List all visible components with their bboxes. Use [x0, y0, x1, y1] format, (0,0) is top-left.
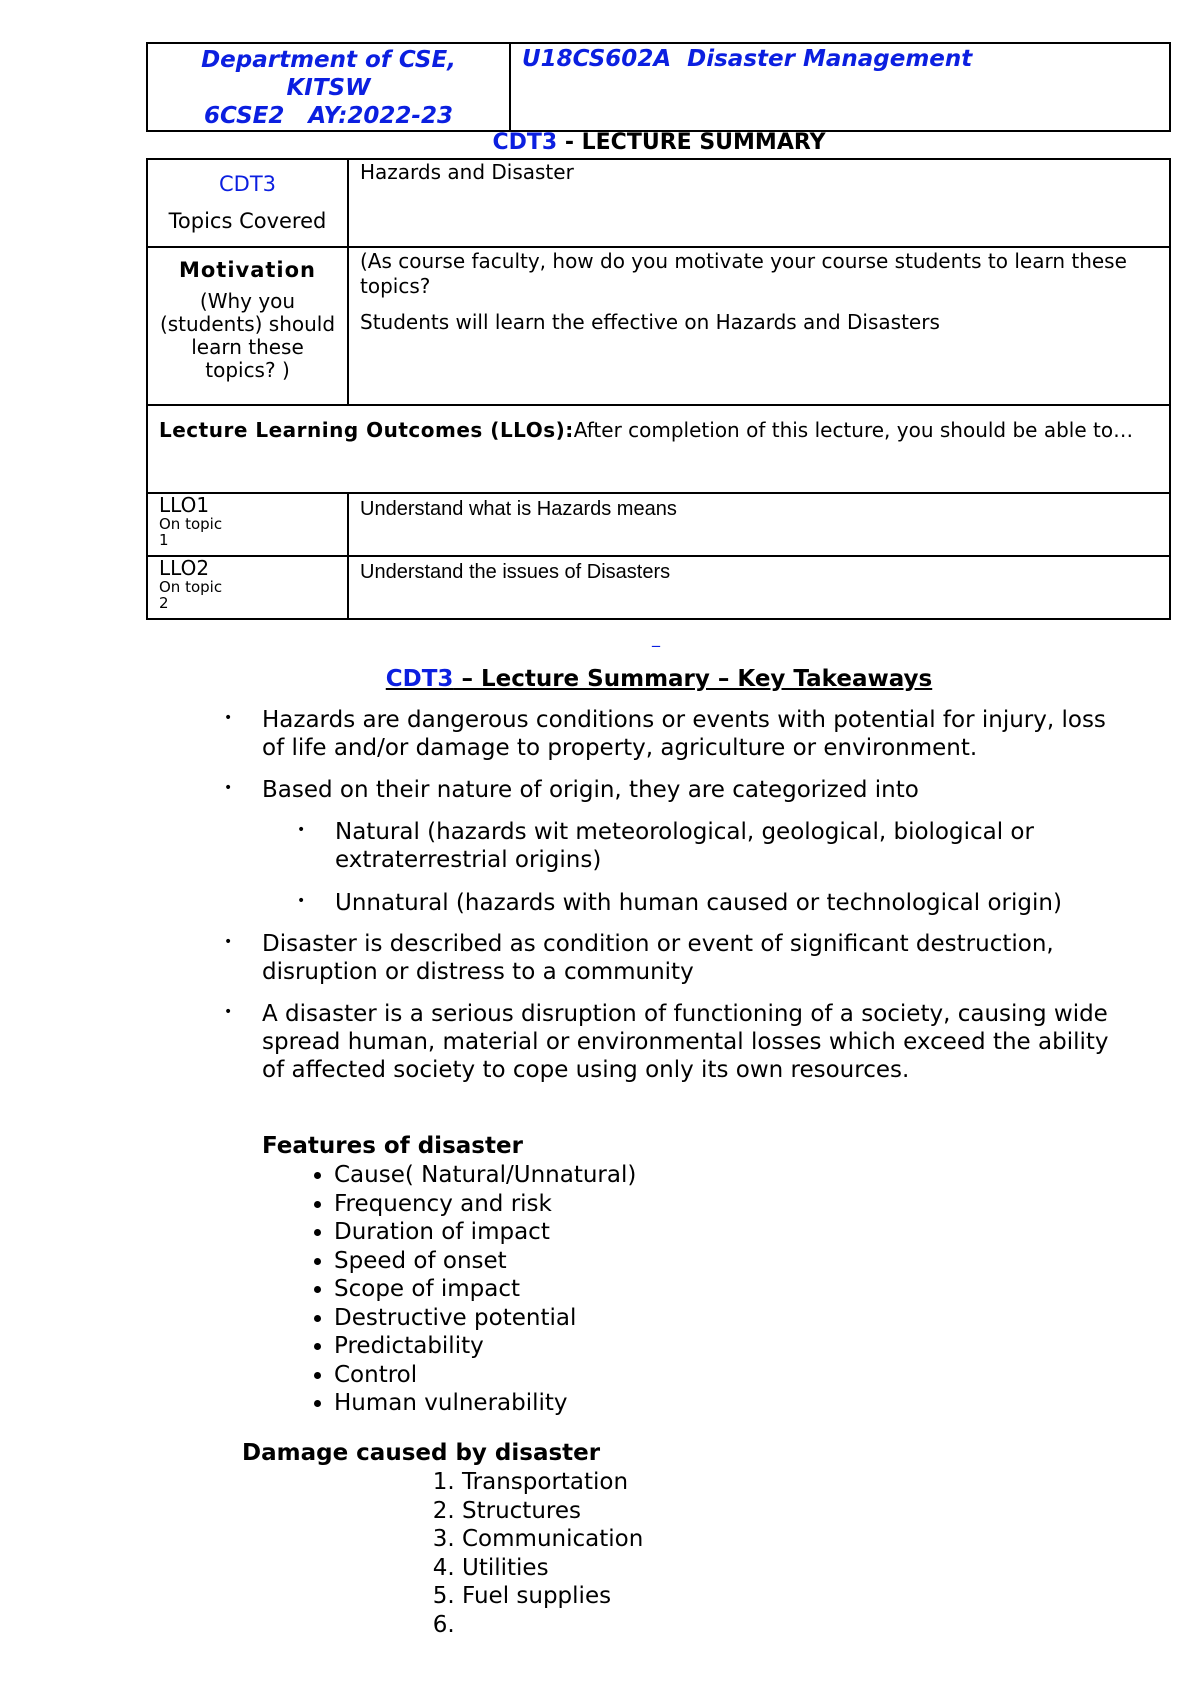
underscore-marker: _ [652, 628, 660, 647]
list-item: • Duration of impact [334, 1218, 636, 1247]
llo-intro-cell [147, 405, 1170, 493]
lecture-summary-title [0, 130, 1200, 155]
course-cell [510, 43, 1170, 131]
list-item: • Predictability [334, 1332, 636, 1361]
summary-code: CDT3 [492, 130, 558, 155]
motivation-heading: Motivation [178, 258, 317, 282]
takeaway-4: A disaster is a serious disruption of functioning of a society, causing wide spread human, material or environmental losses which exceed the ability of affected society to cope using only its own resources. [262, 1001, 1109, 1083]
llo1-id-cell [147, 493, 348, 556]
topics-label-cell [147, 159, 348, 247]
llo2-id: LLO2 [159, 556, 210, 580]
takeaway-1: Hazards are dangerous conditions or events with potential for injury, loss of life and/or damage to property, agriculture or environment. [262, 707, 1106, 761]
motivation-label-cell [147, 247, 348, 405]
course-title: U18CS602A Disaster Management [522, 46, 973, 72]
llo2-topic: On topic 2 [159, 578, 223, 612]
topics-label: Topics Covered [168, 209, 327, 233]
topics-code: CDT3 [218, 172, 277, 196]
takeaways-title-text: – Lecture Summary – Key Takeaways [453, 666, 933, 692]
list-item: 2. Structures [462, 1497, 643, 1526]
list-item: 1. Transportation [462, 1468, 643, 1497]
llo2-text: Understand the issues of Disasters [360, 561, 671, 583]
llo1-topic: On topic 1 [159, 515, 223, 549]
llo1-id: LLO1 [159, 493, 210, 517]
llo-intro: After completion of this lecture, you should be able to… [573, 418, 1134, 442]
features-heading: Features of disaster [262, 1133, 523, 1159]
list-item: 3. Communication [462, 1525, 643, 1554]
bullet-dot-icon: • [297, 893, 306, 909]
damage-list [420, 1468, 643, 1639]
list-item: • Speed of onset [334, 1247, 636, 1276]
department-line2: KITSW [286, 75, 371, 101]
takeaway-2: Based on their nature of origin, they are categorized into [262, 777, 919, 803]
motivation-answer: Students will learn the effective on Hazards and Disasters [360, 310, 940, 334]
department-line1: Department of CSE, [201, 47, 456, 73]
llo1-text: Understand what is Hazards means [360, 498, 677, 520]
lecture-table [146, 158, 1171, 620]
takeaway-sub-2: Unnatural (hazards with human caused or technological origin) [335, 890, 1062, 916]
takeaway-sub-1: Natural (hazards wit meteorological, geological, biological or extraterrestrial origins) [335, 819, 1034, 873]
list-item: 4. Utilities [462, 1554, 643, 1583]
motivation-prompt: (As course faculty, how do you motivate your course students to learn these topics? [360, 249, 1127, 298]
list-item: 5. Fuel supplies [462, 1582, 643, 1611]
features-list [292, 1161, 636, 1418]
bullet-dot-icon: • [224, 934, 233, 950]
takeaways-code: CDT3 [385, 666, 454, 692]
topics-value: Hazards and Disaster [360, 160, 574, 184]
llo2-text-cell [348, 556, 1170, 619]
damage-heading: Damage caused by disaster [242, 1440, 601, 1466]
key-takeaways-title [0, 666, 1200, 692]
bullet-dot-icon: • [224, 1004, 233, 1020]
bullet-dot-icon: • [224, 710, 233, 726]
header-table [146, 42, 1171, 132]
bullet-dot-icon: • [224, 780, 233, 796]
list-item: • Frequency and risk [334, 1190, 636, 1219]
list-item: • Control [334, 1361, 636, 1390]
list-item [462, 1611, 643, 1640]
list-item: • Human vulnerability [334, 1389, 636, 1418]
list-item: • Destructive potential [334, 1304, 636, 1333]
summary-title-text: - LECTURE SUMMARY [557, 130, 826, 155]
bullet-dot-icon: • [297, 822, 306, 838]
llo2-id-cell [147, 556, 348, 619]
list-item: • Cause( Natural/Unnatural) [334, 1161, 636, 1190]
llo1-text-cell [348, 493, 1170, 556]
motivation-sub: (Why you (students) should learn these topics? ) [159, 289, 336, 382]
motivation-value-cell [348, 247, 1170, 405]
topics-value-cell [348, 159, 1170, 247]
takeaway-3: Disaster is described as condition or event of significant destruction, disruption or distress to a community [262, 931, 1054, 985]
llo-heading: Lecture Learning Outcomes (LLOs): [159, 418, 574, 442]
list-item: • Scope of impact [334, 1275, 636, 1304]
department-line3: 6CSE2 AY:2022-23 [204, 103, 453, 129]
department-cell [147, 43, 510, 131]
